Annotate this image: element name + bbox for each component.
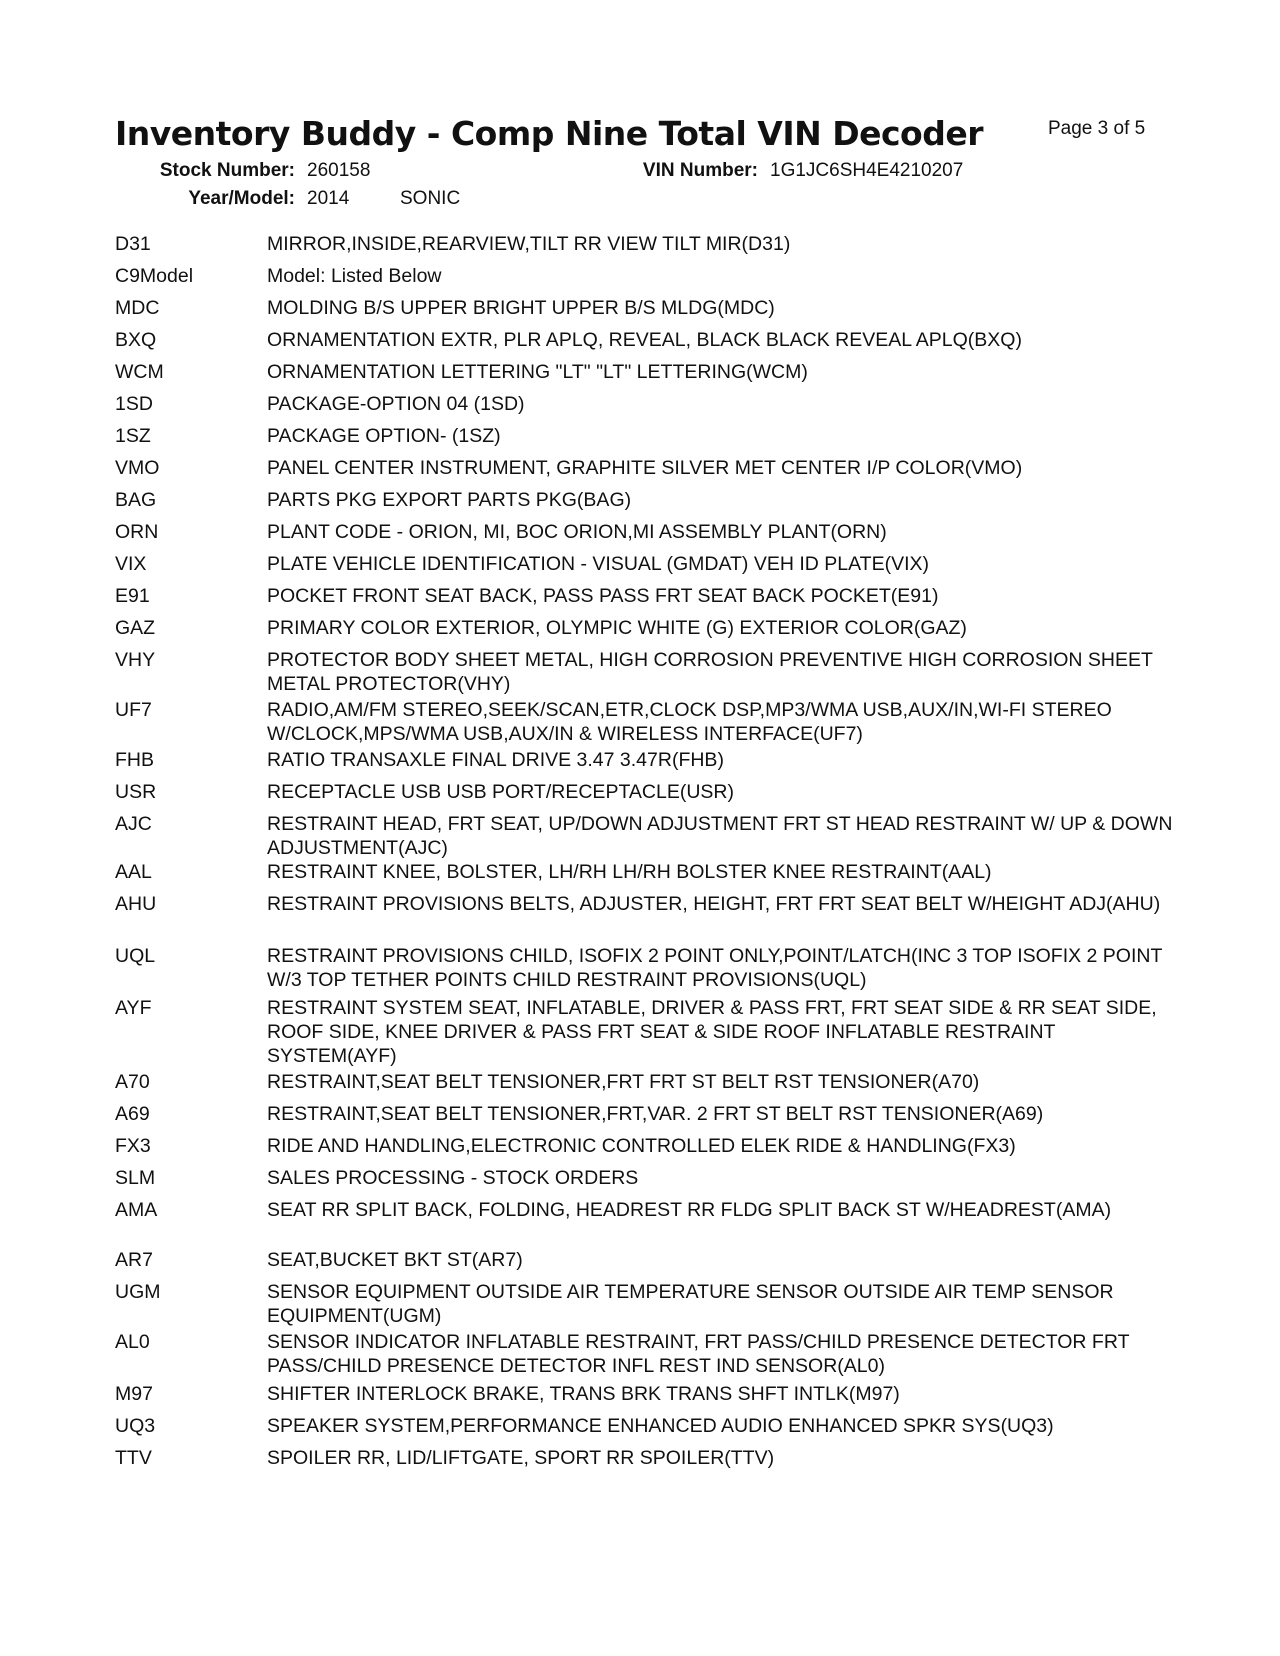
- option-row: [115, 264, 1175, 288]
- vin-number-value: 1G1JC6SH4E4210207: [770, 160, 964, 181]
- option-row: [115, 1280, 1175, 1328]
- option-row: [115, 392, 1175, 416]
- option-code: USR: [115, 781, 157, 803]
- option-description: PLANT CODE - ORION, MI, BOC ORION,MI ASSEMBLY PLANT(ORN): [267, 521, 887, 543]
- option-code: GAZ: [115, 617, 156, 639]
- option-row: [115, 488, 1175, 512]
- option-row: [115, 296, 1175, 320]
- option-code: FHB: [115, 749, 154, 771]
- option-code: BXQ: [115, 329, 157, 351]
- option-code: VIX: [115, 553, 147, 575]
- option-code: AR7: [115, 1249, 153, 1271]
- option-code: AAL: [115, 861, 152, 883]
- option-description: RESTRAINT PROVISIONS CHILD, ISOFIX 2 POINT ONLY,POINT/LATCH(INC 3 TOP ISOFIX 2 POINT W/3 TOP TETHER POINTS CHILD RESTRAINT PROVISIONS(UQL): [267, 945, 1163, 991]
- option-row: [115, 860, 1175, 884]
- option-row: [115, 944, 1175, 992]
- option-description: POCKET FRONT SEAT BACK, PASS PASS FRT SEAT BACK POCKET(E91): [267, 585, 939, 607]
- option-description: ORNAMENTATION LETTERING "LT" "LT" LETTERING(WCM): [267, 361, 808, 383]
- option-code: AYF: [115, 997, 152, 1019]
- option-description: RESTRAINT,SEAT BELT TENSIONER,FRT,VAR. 2 FRT ST BELT RST TENSIONER(A69): [267, 1103, 1044, 1125]
- option-description: SPOILER RR, LID/LIFTGATE, SPORT RR SPOILER(TTV): [267, 1447, 775, 1469]
- option-row: [115, 1134, 1175, 1158]
- option-row: [115, 1198, 1175, 1222]
- option-row: [115, 648, 1175, 696]
- option-description: SENSOR EQUIPMENT OUTSIDE AIR TEMPERATURE SENSOR OUTSIDE AIR TEMP SENSOR EQUIPMENT(UGM): [267, 1281, 1114, 1327]
- option-row: [115, 1382, 1175, 1406]
- option-code: VHY: [115, 649, 156, 671]
- option-code: 1SZ: [115, 425, 151, 447]
- option-description: PACKAGE OPTION- (1SZ): [267, 425, 501, 447]
- option-description: SEAT,BUCKET BKT ST(AR7): [267, 1249, 523, 1271]
- option-row: [115, 616, 1175, 640]
- option-description: SEAT RR SPLIT BACK, FOLDING, HEADREST RR FLDG SPLIT BACK ST W/HEADREST(AMA): [267, 1199, 1112, 1221]
- option-row: [115, 1166, 1175, 1190]
- option-row: [115, 328, 1175, 352]
- option-code: UQL: [115, 945, 156, 967]
- option-description: RESTRAINT SYSTEM SEAT, INFLATABLE, DRIVER & PASS FRT, FRT SEAT SIDE & RR SEAT SIDE, ROOF SIDE, KNEE DRIVER & PASS FRT SEAT & SIDE ROOF INFLATABLE RESTRAINT SYSTEM(AYF): [267, 997, 1157, 1067]
- page-title: Inventory Buddy - Comp Nine Total VIN Decoder: [115, 114, 983, 153]
- option-code: MDC: [115, 297, 160, 319]
- option-description: SHIFTER INTERLOCK BRAKE, TRANS BRK TRANS SHFT INTLK(M97): [267, 1383, 900, 1405]
- option-description: SALES PROCESSING - STOCK ORDERS: [267, 1167, 639, 1189]
- year-model-label: Year/Model:: [188, 188, 295, 209]
- option-description: PANEL CENTER INSTRUMENT, GRAPHITE SILVER MET CENTER I/P COLOR(VMO): [267, 457, 1023, 479]
- option-code: SLM: [115, 1167, 156, 1189]
- option-code: M97: [115, 1383, 153, 1405]
- option-code: WCM: [115, 361, 164, 383]
- option-code: AMA: [115, 1199, 158, 1221]
- option-description: PACKAGE-OPTION 04 (1SD): [267, 393, 525, 415]
- option-row: [115, 424, 1175, 448]
- option-row: [115, 698, 1175, 746]
- option-row: [115, 232, 1175, 256]
- option-code: E91: [115, 585, 150, 607]
- option-description: MOLDING B/S UPPER BRIGHT UPPER B/S MLDG(MDC): [267, 297, 775, 319]
- option-description: RESTRAINT PROVISIONS BELTS, ADJUSTER, HEIGHT, FRT FRT SEAT BELT W/HEIGHT ADJ(AHU): [267, 893, 1161, 915]
- option-code: AHU: [115, 893, 157, 915]
- option-row: [115, 1414, 1175, 1438]
- option-description: SPEAKER SYSTEM,PERFORMANCE ENHANCED AUDIO ENHANCED SPKR SYS(UQ3): [267, 1415, 1054, 1437]
- option-description: PARTS PKG EXPORT PARTS PKG(BAG): [267, 489, 632, 511]
- option-row: [115, 360, 1175, 384]
- option-row: [115, 748, 1175, 772]
- option-description: ORNAMENTATION EXTR, PLR APLQ, REVEAL, BLACK BLACK REVEAL APLQ(BXQ): [267, 329, 1022, 351]
- vin-number-label: VIN Number:: [642, 160, 758, 181]
- option-row: [115, 1248, 1175, 1272]
- option-description: PRIMARY COLOR EXTERIOR, OLYMPIC WHITE (G) EXTERIOR COLOR(GAZ): [267, 617, 967, 639]
- option-row: [115, 1446, 1175, 1470]
- stock-number-label: Stock Number:: [159, 160, 295, 181]
- option-code: D31: [115, 233, 151, 255]
- option-code: A69: [115, 1103, 150, 1125]
- option-row: [115, 1330, 1175, 1378]
- option-row: [115, 520, 1175, 544]
- option-code: FX3: [115, 1135, 151, 1157]
- option-row: [115, 1102, 1175, 1126]
- option-description: RATIO TRANSAXLE FINAL DRIVE 3.47 3.47R(FHB): [267, 749, 724, 771]
- option-description: RECEPTACLE USB USB PORT/RECEPTACLE(USR): [267, 781, 735, 803]
- option-row: [115, 812, 1175, 860]
- option-description: MIRROR,INSIDE,REARVIEW,TILT RR VIEW TILT MIR(D31): [267, 233, 791, 255]
- option-code: C9Model: [115, 265, 194, 287]
- option-row: [115, 552, 1175, 576]
- year-value: 2014: [307, 188, 350, 209]
- option-description: PLATE VEHICLE IDENTIFICATION - VISUAL (GMDAT) VEH ID PLATE(VIX): [267, 553, 930, 575]
- stock-number-value: 260158: [307, 160, 371, 181]
- option-description: SENSOR INDICATOR INFLATABLE RESTRAINT, FRT PASS/CHILD PRESENCE DETECTOR FRT PASS/CHILD PRESENCE DETECTOR INFL REST IND SENSOR(AL0): [267, 1331, 1130, 1377]
- option-row: [115, 584, 1175, 608]
- option-code: A70: [115, 1071, 150, 1093]
- option-row: [115, 456, 1175, 480]
- page-number: Page 3 of 5: [1048, 118, 1146, 139]
- option-code: VMO: [115, 457, 160, 479]
- option-code: 1SD: [115, 393, 153, 415]
- option-code: BAG: [115, 489, 157, 511]
- option-row: [115, 892, 1175, 916]
- option-row: [115, 1070, 1175, 1094]
- model-value: SONIC: [400, 188, 461, 209]
- option-code: AJC: [115, 813, 152, 835]
- option-description: Model: Listed Below: [267, 265, 442, 287]
- option-description: RESTRAINT HEAD, FRT SEAT, UP/DOWN ADJUSTMENT FRT ST HEAD RESTRAINT W/ UP & DOWN ADJUSTMENT(AJC): [267, 813, 1173, 859]
- option-description: RESTRAINT,SEAT BELT TENSIONER,FRT FRT ST BELT RST TENSIONER(A70): [267, 1071, 980, 1093]
- option-code: TTV: [115, 1447, 152, 1469]
- option-code: UGM: [115, 1281, 161, 1303]
- option-description: RIDE AND HANDLING,ELECTRONIC CONTROLLED ELEK RIDE & HANDLING(FX3): [267, 1135, 1016, 1157]
- option-code: UF7: [115, 699, 152, 721]
- option-description: RADIO,AM/FM STEREO,SEEK/SCAN,ETR,CLOCK DSP,MP3/WMA USB,AUX/IN,WI-FI STEREO W/CLOCK,MPS/WMA USB,AUX/IN & WIRELESS INTERFACE(UF7): [267, 699, 1112, 745]
- option-description: PROTECTOR BODY SHEET METAL, HIGH CORROSION PREVENTIVE HIGH CORROSION SHEET METAL PROTECTOR(VHY): [267, 649, 1153, 695]
- option-code: UQ3: [115, 1415, 156, 1437]
- option-code: ORN: [115, 521, 159, 543]
- option-description: RESTRAINT KNEE, BOLSTER, LH/RH LH/RH BOLSTER KNEE RESTRAINT(AAL): [267, 861, 992, 883]
- option-row: [115, 996, 1175, 1068]
- option-code: AL0: [115, 1331, 150, 1353]
- option-row: [115, 780, 1175, 804]
